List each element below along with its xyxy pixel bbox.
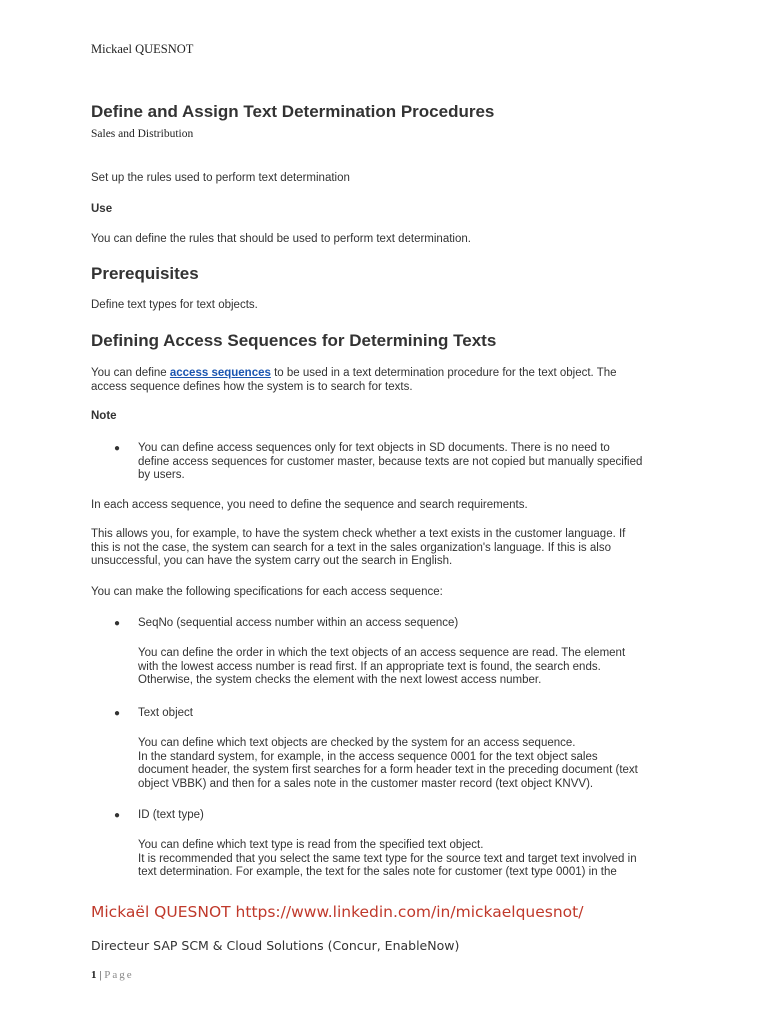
use-text: You can define the rules that should be used to perform text determination.	[91, 233, 471, 245]
access-paragraph-1-line-2: access sequence defines how the system is to search for texts.	[91, 380, 413, 393]
spec-item-id-label: ID (text type)	[138, 809, 204, 821]
note-bullet-text	[138, 442, 642, 483]
spec-item-seqno-desc	[138, 647, 625, 688]
access-sequences-link[interactable]: access sequences	[169, 367, 271, 379]
page-title: Define and Assign Text Determination Procedures	[91, 102, 495, 121]
access-paragraph-1-line-1	[91, 367, 617, 381]
prerequisites-text: Define text types for text objects.	[91, 299, 258, 311]
access-paragraph-3	[91, 528, 625, 569]
desc-line: You can define which text type is read from the specified text object.	[138, 839, 484, 851]
desc-line: text determination. For example, the text for the sales note for customer (text type 0001) in the	[138, 866, 617, 879]
access-paragraph-4: You can make the following specifications for each access sequence:	[91, 586, 443, 598]
paragraph-line: this is not the case, the system can search for a text in the sales organization's language. If this is also	[91, 541, 611, 554]
desc-line: Otherwise, the system checks the element with the next lowest access number.	[138, 674, 542, 687]
bullet-glyph: ●	[114, 443, 121, 454]
header-author: Mickael QUESNOT	[91, 42, 194, 56]
spec-item-text-object-desc	[138, 737, 638, 791]
desc-line: You can define which text objects are checked by the system for an access sequence.	[138, 737, 576, 749]
access-paragraph-2: In each access sequence, you need to define the sequence and search requirements.	[91, 499, 528, 511]
desc-line: You can define the order in which the text objects of an access sequence are read. The element	[138, 647, 626, 659]
desc-line: with the lowest access number is read first. If an appropriate text is found, the search ends.	[138, 660, 601, 673]
bullet-glyph: ●	[114, 618, 121, 629]
spec-item-seqno-label: SeqNo (sequential access number within an access sequence)	[138, 617, 459, 629]
footer-author-linkedin[interactable]: Mickaël QUESNOT https://www.linkedin.com/in/mickaelquesnot/	[91, 903, 584, 921]
desc-line: It is recommended that you select the same text type for the source text and target text involved in	[138, 852, 637, 865]
page-separator: |	[96, 969, 105, 981]
text-span: to be used in a text determination procedure for the text object. The	[270, 367, 617, 379]
bullet-glyph: ●	[114, 810, 121, 821]
spec-item-text-object-label: Text object	[138, 707, 193, 719]
desc-line: In the standard system, for example, in the access sequence 0001 for the text object sales	[138, 750, 598, 763]
desc-line: object VBBK) and then for a sales note in the customer master record (text object KNVV).	[138, 777, 594, 790]
page-number-value: 1	[91, 969, 97, 981]
paragraph-line: This allows you, for example, to have the system check whether a text exists in the customer language. If	[91, 528, 626, 540]
access-paragraph-1	[91, 367, 617, 394]
page-label: Page	[104, 969, 134, 981]
note-line: by users.	[138, 469, 185, 482]
prerequisites-heading: Prerequisites	[91, 264, 199, 283]
desc-line: document header, the system first searches for a form header text in the preceding document (text	[138, 764, 638, 777]
access-sequences-heading: Defining Access Sequences for Determining Texts	[91, 331, 497, 350]
bullet-glyph: ●	[114, 708, 121, 719]
text-span: You can define	[91, 367, 170, 379]
use-heading: Use	[91, 203, 113, 215]
note-heading: Note	[91, 410, 117, 422]
note-line: You can define access sequences only for text objects in SD documents. There is no need to	[138, 442, 610, 454]
spec-item-id-desc	[138, 839, 637, 880]
intro-text: Set up the rules used to perform text determination	[91, 172, 350, 184]
page-subtitle: Sales and Distribution	[91, 128, 194, 140]
footer-role: Directeur SAP SCM & Cloud Solutions (Concur, EnableNow)	[91, 938, 460, 953]
note-line: define access sequences for customer master, because texts are not copied but manually specified	[138, 455, 643, 468]
page-number	[91, 969, 134, 981]
paragraph-line: unsuccessful, you can have the system carry out the search in English.	[91, 555, 453, 568]
